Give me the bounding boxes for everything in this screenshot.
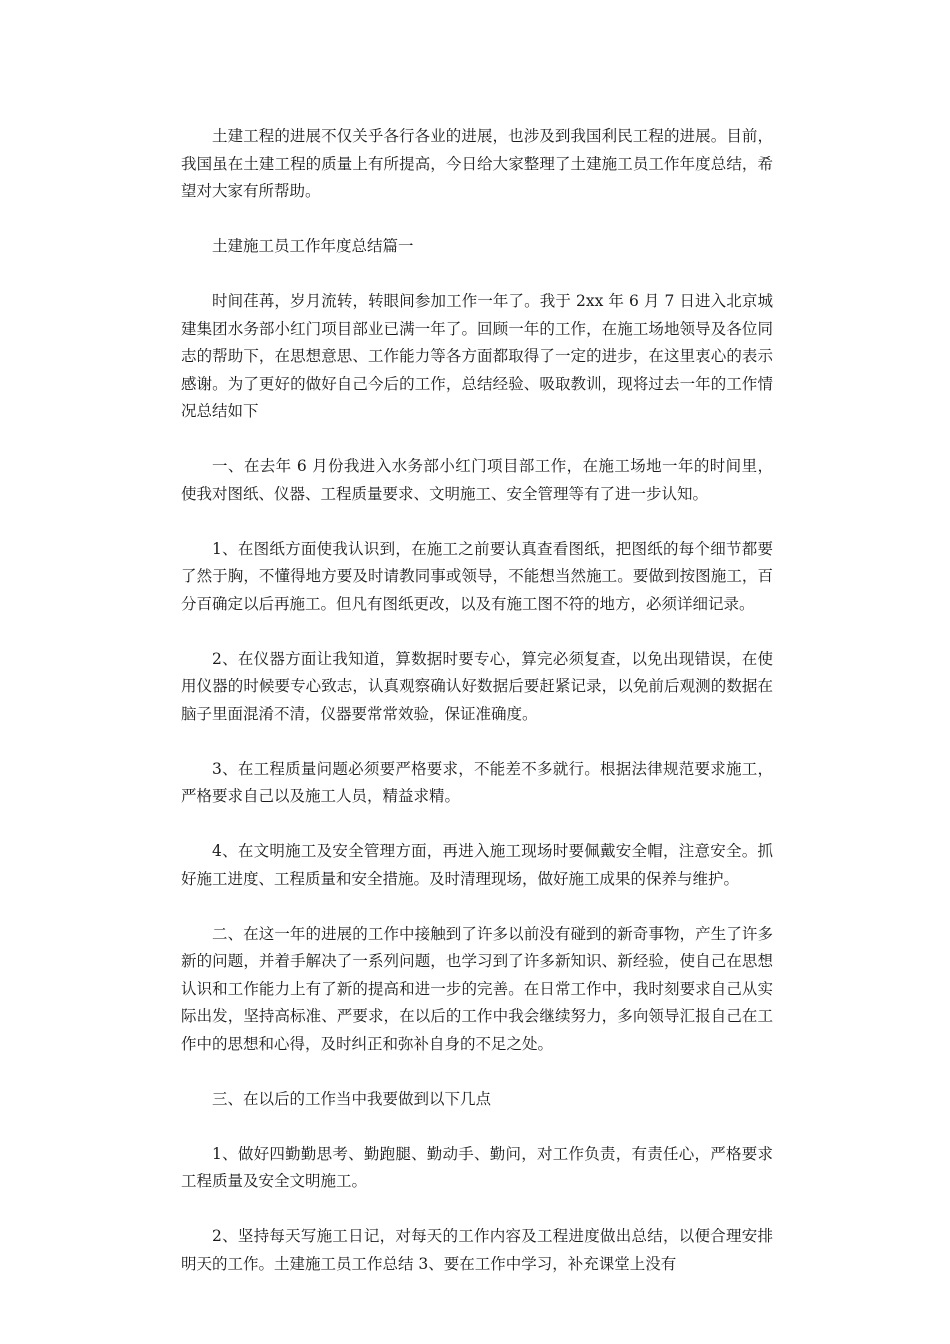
point-three-heading: 三、在以后的工作当中我要做到以下几点 <box>212 1089 492 1108</box>
instruments-paragraph: 2、在仪器方面让我知道，算数据时要专心，算完必须复查，以免出现错误，在使用仪器的时候要专心致志，认真观察确认好数据后要赶紧记录，以免前后观测的数据在脑子里面混淆不清，仪器要常常效验，保证准确度。 <box>181 649 773 723</box>
opening-paragraph: 时间荏苒，岁月流转，转眼间参加工作一年了。我于 2xx 年 6 月 7 日进入北京城建集团水务部小红门项目部业已满一年了。回顾一年的工作，在施工场地领导及各位同志的帮助下，在思想意思、工作能力等各方面都取得了一定的进步，在这里衷心的表示感谢。为了更好的做好自己今后的工作，总结经验、吸取教训，现将过去一年的工作情况总结如下 <box>181 292 773 420</box>
intro-paragraph: 土建工程的进展不仅关乎各行各业的进展，也涉及到我国利民工程的进展。目前，我国虽在土建工程的质量上有所提高，今日给大家整理了土建施工员工作年度总结，希望对大家有所帮助。 <box>181 127 773 200</box>
section-title: 土建施工员工作年度总结篇一 <box>212 237 414 255</box>
document-body <box>181 123 773 1306</box>
point-two-paragraph: 二、在这一年的进展的工作中接触到了许多以前没有碰到的新奇事物，产生了许多新的问题，并着手解决了一系列问题，也学习到了许多新知识、新经验，使自己在思想认识和工作能力上有了新的提高和进一步的完善。在日常工作中，我时刻要求自己从实际出发，坚持高标准、严要求，在以后的工作中我会继续努力，多向领导汇报自己在工作中的思想和心得，及时纠正和弥补自身的不足之处。 <box>181 924 773 1053</box>
safety-paragraph: 4、在文明施工及安全管理方面，再进入施工现场时要佩戴安全帽，注意安全。抓好施工进度、工程质量和安全措施。及时清理现场，做好施工成果的保养与维护。 <box>181 842 773 888</box>
diary-paragraph: 2、坚持每天写施工日记，对每天的工作内容及工程进度做出总结，以便合理安排明天的工作。土建施工员工作总结 3、要在工作中学习，补充课堂上没有 <box>181 1227 773 1273</box>
diligence-paragraph: 1、做好四勤勤思考、勤跑腿、勤动手、勤问，对工作负责，有责任心，严格要求工程质量及安全文明施工。 <box>181 1144 773 1190</box>
point-one-paragraph: 一、在去年 6 月份我进入水务部小红门项目部工作，在施工场地一年的时间里，使我对图纸、仪器、工程质量要求、文明施工、安全管理等有了进一步认知。 <box>181 457 773 503</box>
drawings-paragraph: 1、在图纸方面使我认识到，在施工之前要认真查看图纸，把图纸的每个细节都要了然于胸，不懂得地方要及时请教同事或领导，不能想当然施工。要做到按图施工，百分百确定以后再施工。但凡有图纸更改，以及有施工图不符的地方，必须详细记录。 <box>181 539 773 613</box>
quality-paragraph: 3、在工程质量问题必须要严格要求，不能差不多就行。根据法律规范要求施工，严格要求自己以及施工人员，精益求精。 <box>181 759 773 805</box>
